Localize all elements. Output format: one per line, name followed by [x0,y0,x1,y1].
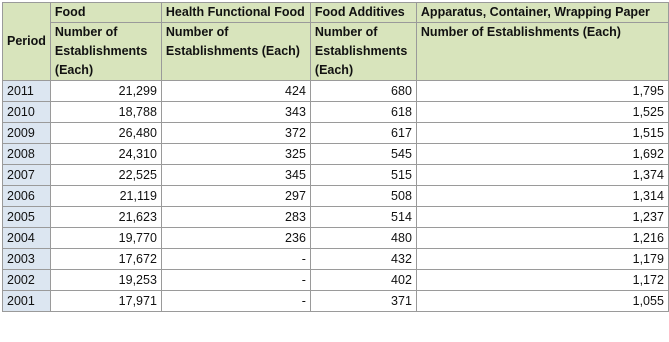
establishments-table [2,2,669,312]
table-row [3,228,669,249]
header-row-units [3,23,669,81]
establishments-table-container [2,2,669,312]
table-row [3,186,669,207]
food-additives-cell: 617 [310,123,416,144]
health-functional-food-cell: 345 [161,165,310,186]
health-functional-food-cell: 424 [161,81,310,102]
food-cell: 21,623 [50,207,161,228]
food-cell: 26,480 [50,123,161,144]
apparatus-unit-header: Number of Establishments (Each) [416,23,668,81]
apparatus-cell: 1,525 [416,102,668,123]
food-additives-unit-header: Number of Establishments (Each) [310,23,416,81]
table-body [3,81,669,312]
food-additives-header: Food Additives [310,3,416,23]
header-row-titles [3,3,669,23]
apparatus-cell: 1,055 [416,291,668,312]
period-cell: 2007 [3,165,51,186]
food-cell: 19,253 [50,270,161,291]
health-functional-food-cell: - [161,291,310,312]
food-additives-cell: 618 [310,102,416,123]
food-additives-cell: 508 [310,186,416,207]
apparatus-cell: 1,314 [416,186,668,207]
apparatus-cell: 1,179 [416,249,668,270]
food-cell: 17,971 [50,291,161,312]
period-cell: 2005 [3,207,51,228]
apparatus-cell: 1,172 [416,270,668,291]
period-cell: 2006 [3,186,51,207]
period-cell: 2004 [3,228,51,249]
health-functional-food-cell: - [161,249,310,270]
food-additives-cell: 480 [310,228,416,249]
food-cell: 21,299 [50,81,161,102]
health-functional-food-cell: 236 [161,228,310,249]
period-cell: 2002 [3,270,51,291]
apparatus-cell: 1,237 [416,207,668,228]
apparatus-cell: 1,692 [416,144,668,165]
health-functional-food-cell: - [161,270,310,291]
health-functional-food-cell: 297 [161,186,310,207]
period-header: Period [3,3,51,81]
food-cell: 21,119 [50,186,161,207]
apparatus-cell: 1,216 [416,228,668,249]
food-cell: 17,672 [50,249,161,270]
health-functional-food-cell: 325 [161,144,310,165]
health-functional-food-header: Health Functional Food [161,3,310,23]
food-additives-cell: 514 [310,207,416,228]
food-cell: 19,770 [50,228,161,249]
period-cell: 2008 [3,144,51,165]
period-cell: 2011 [3,81,51,102]
table-row [3,123,669,144]
food-cell: 24,310 [50,144,161,165]
table-row [3,270,669,291]
food-cell: 18,788 [50,102,161,123]
food-additives-cell: 680 [310,81,416,102]
food-additives-cell: 545 [310,144,416,165]
food-additives-cell: 402 [310,270,416,291]
period-cell: 2001 [3,291,51,312]
table-header [3,3,669,81]
food-additives-cell: 371 [310,291,416,312]
table-row [3,291,669,312]
health-functional-food-cell: 372 [161,123,310,144]
table-row [3,207,669,228]
period-cell: 2009 [3,123,51,144]
table-row [3,144,669,165]
apparatus-header: Apparatus, Container, Wrapping Paper [416,3,668,23]
food-header: Food [50,3,161,23]
food-cell: 22,525 [50,165,161,186]
table-row [3,102,669,123]
food-unit-header: Number of Establishments (Each) [50,23,161,81]
apparatus-cell: 1,795 [416,81,668,102]
health-functional-food-unit-header: Number of Establishments (Each) [161,23,310,81]
apparatus-cell: 1,515 [416,123,668,144]
food-additives-cell: 515 [310,165,416,186]
period-cell: 2003 [3,249,51,270]
period-cell: 2010 [3,102,51,123]
table-row [3,165,669,186]
food-additives-cell: 432 [310,249,416,270]
table-row [3,81,669,102]
table-row [3,249,669,270]
health-functional-food-cell: 343 [161,102,310,123]
apparatus-cell: 1,374 [416,165,668,186]
health-functional-food-cell: 283 [161,207,310,228]
